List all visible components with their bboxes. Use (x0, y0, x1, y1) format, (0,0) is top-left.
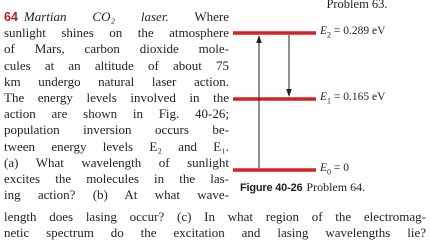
problem-line: tween energy levels E₂ and E₁. (4, 138, 229, 154)
energy-level-e2-label: $E_2 = 0.289$ eV (320, 25, 386, 40)
problem-line: The energy levels involved in the (4, 90, 229, 106)
problem-line: sunlight shines on the atmosphere (4, 25, 229, 41)
problem-line: (a) What wavelength of sunlight (4, 154, 229, 170)
problem-line: cules at an altitude of about 75 (4, 57, 229, 73)
lasing-arrowhead (286, 89, 292, 97)
problem-line: population inversion occurs be- (4, 122, 229, 138)
problem-line: Where (194, 9, 230, 24)
problem-line: excites the molecules in the las- (4, 171, 229, 187)
previous-figure-caption: Problem 63. (326, 0, 388, 11)
excitation-arrowhead (256, 35, 262, 43)
energy-level-e0-label: $E_0 = 0$ (320, 162, 350, 177)
problem-line: ing action? (b) At what wave- (4, 187, 229, 203)
energy-level-e1-label: $E_1 = 0.165$ eV (320, 91, 386, 106)
figure-caption-text: Problem 64. (306, 180, 366, 194)
problem-line: km undergo natural laser action. (4, 73, 229, 89)
problem-title: Martian CO₂ laser. (23, 9, 169, 24)
figure-id: Figure 40-26 (240, 182, 303, 194)
problem-number: 64 (4, 10, 18, 24)
problem-line: of Mars, carbon dioxide mole- (4, 41, 229, 57)
problem-line: length does lasing occur? (c) In what region of the electromag- (4, 209, 426, 224)
figure-caption (240, 180, 365, 195)
problem-line: action are shown in Fig. 40-26; (4, 106, 229, 122)
problem-line: netic spectrum do the excitation and lasing wavelengths lie? (4, 225, 426, 240)
